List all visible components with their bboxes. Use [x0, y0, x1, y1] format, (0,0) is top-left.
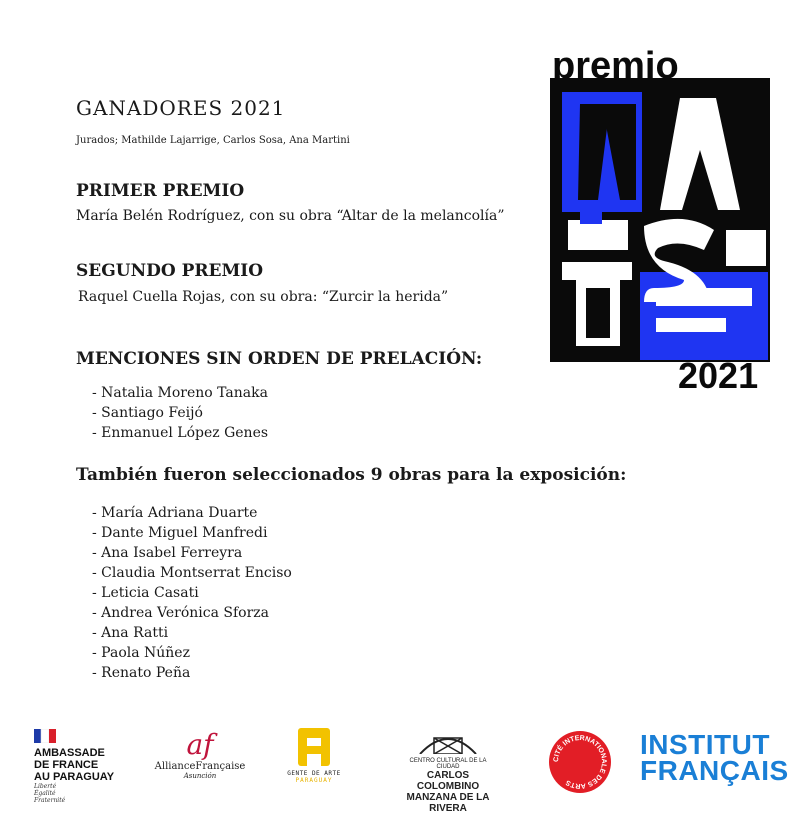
poster-shape	[656, 288, 752, 306]
exhibition-heading: También fueron seleccionados 9 obras para la exposición:	[76, 465, 627, 485]
poster-shape	[726, 230, 766, 266]
cite-circle-icon	[548, 730, 612, 794]
gente-country: PARAGUAY	[295, 777, 333, 784]
alliance-francaise-logo	[150, 728, 250, 794]
list-item: - Andrea Verónica Sforza	[92, 605, 270, 621]
ambassade-motto: Égalité	[34, 790, 56, 797]
alliance-city: Asunción	[183, 772, 217, 780]
centro-line: CENTRO CULTURAL DE LA CIUDAD	[409, 758, 487, 770]
institut-francais-logo	[640, 729, 789, 798]
poster-year: 2021	[678, 355, 759, 396]
list-item: - María Adriana Duarte	[92, 505, 258, 521]
list-item: - Natalia Moreno Tanaka	[92, 385, 268, 401]
alliance-symbol: af	[186, 728, 214, 761]
centro-name: CARLOS COLOMBINO	[416, 770, 480, 792]
french-flag-icon	[34, 729, 56, 743]
exhibition-list	[92, 503, 292, 683]
alliance-name: AllianceFrançaise	[154, 761, 246, 772]
ambassade-motto: Liberté	[34, 783, 57, 790]
list-item: - Ana Ratti	[92, 625, 169, 641]
centro-cultural-logo	[398, 728, 498, 814]
centro-place: MANZANA DE LA RIVERA	[406, 792, 490, 814]
poster-shape	[656, 318, 726, 332]
gente-de-arte-logo	[284, 728, 344, 794]
poster-shape	[568, 220, 628, 250]
second-prize-text: Raquel Cuella Rojas, con su obra: “Zurcir la herida”	[78, 289, 449, 305]
ambassade-logo	[34, 728, 144, 804]
poster-shape	[580, 210, 602, 224]
list-item: - Leticia Casati	[92, 585, 199, 601]
premio-poster	[540, 40, 780, 400]
first-prize-heading: PRIMER PREMIO	[76, 181, 245, 201]
cite-des-arts-logo	[548, 730, 612, 794]
list-item: - Paola Núñez	[92, 645, 190, 661]
gente-a-icon	[298, 728, 330, 766]
second-prize-heading: SEGUNDO PREMIO	[76, 261, 264, 281]
ambassade-line: AMBASSADE	[34, 747, 105, 759]
poster-shape	[586, 288, 610, 338]
gente-line: GENTE DE ARTE	[287, 770, 341, 777]
mentions-list	[92, 383, 268, 443]
francais-line: FRANÇAIS	[640, 755, 789, 786]
list-item: - Santiago Feijó	[92, 405, 203, 421]
mentions-heading: MENCIONES SIN ORDEN DE PRELACIÓN:	[76, 349, 483, 369]
list-item: - Renato Peña	[92, 665, 191, 681]
first-prize-text: María Belén Rodríguez, con su obra “Altar de la melancolía”	[76, 208, 505, 224]
jury-line: Jurados; Mathilde Lajarrige, Carlos Sosa, Ana Martini	[76, 135, 350, 146]
arch-icon	[398, 728, 498, 754]
ambassade-motto: Fraternité	[34, 797, 66, 804]
list-item: - Claudia Montserrat Enciso	[92, 565, 292, 581]
institut-line: INSTITUT	[640, 729, 770, 760]
page-title: GANADORES 2021	[76, 96, 286, 120]
ambassade-line: AU PARAGUAY	[34, 771, 115, 783]
list-item: - Ana Isabel Ferreyra	[92, 545, 243, 561]
poster-shape	[562, 262, 632, 280]
cite-text: CITÉ INTERNATIONALE DES ARTS	[552, 734, 608, 790]
list-item: - Enmanuel López Genes	[92, 425, 269, 441]
ambassade-line: DE FRANCE	[34, 759, 99, 771]
poster-title: premio	[552, 45, 679, 87]
list-item: - Dante Miguel Manfredi	[92, 525, 268, 541]
